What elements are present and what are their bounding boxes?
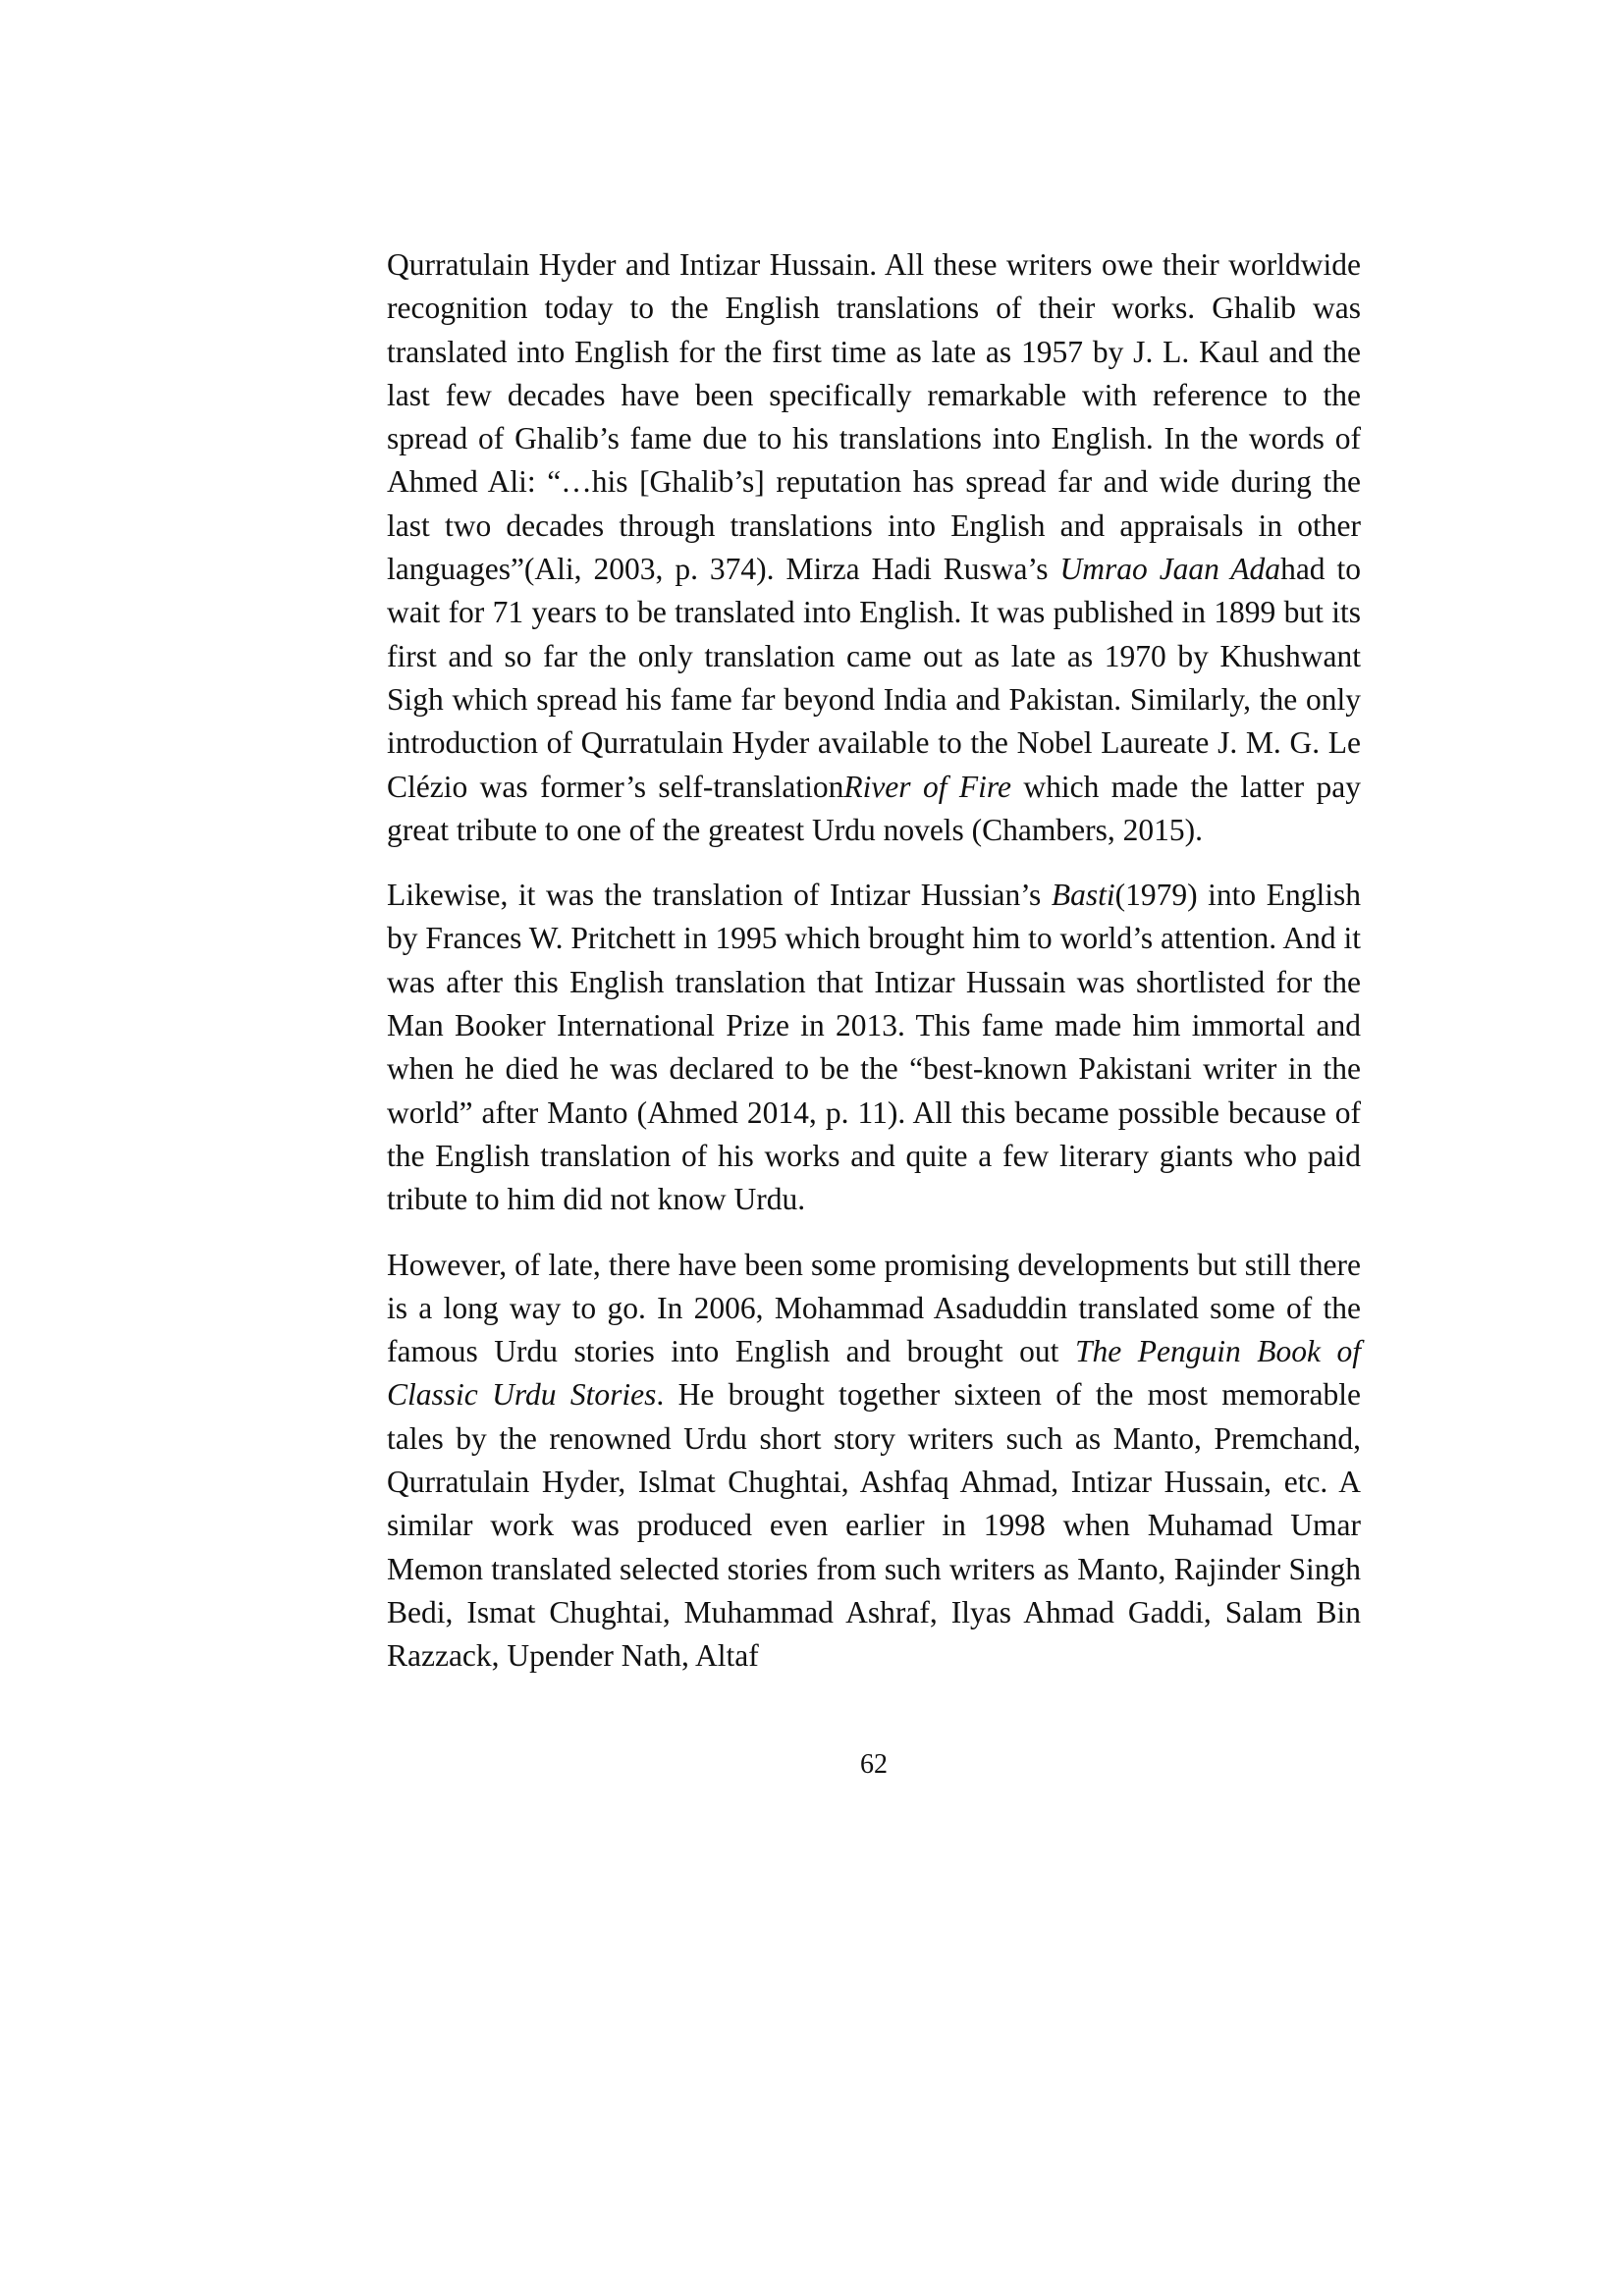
paragraph-1-text: which made the latter pay great tribute to one of the greatest Urdu novels (Chambers, 2015).: [387, 769, 1361, 847]
paragraph-3-text: However, of late, there have been some promising developments but still there is a long way to go. In 2006, Mohammad Asaduddin translated some of the famous Urdu stories into English and brought out: [387, 1247, 1361, 1369]
body-text: [387, 243, 1361, 1700]
title-basti: Basti: [1051, 878, 1115, 913]
paragraph-1-text: Qurratulain Hyder and Intizar Hussain. All these writers owe their worldwide recognition today to the English translations of their works. Ghalib was translated into English for the first time as late as 1957 by J. L. Kaul and the last few decades have been specifically remarkable with reference to the spread of Ghalib’s fame due to his translations into English. In the words of Ahmed Ali: “…his [Ghalib’s] reputation has spread far and wide during the last two decades through translations into English and appraisals in other languages”(Ali, 2003, p. 374). Mirza Hadi Ruswa’s: [387, 247, 1361, 587]
title-river-of-fire: River of Fire: [843, 769, 1011, 804]
title-penguin-book: The Penguin Book of Classic Urdu Stories: [387, 1334, 1361, 1413]
paragraph-3: [387, 1244, 1361, 1679]
paragraph-3-text: . He brought together sixteen of the most memorable tales by the renowned Urdu short story writers such as Manto, Premchand, Qurratulain Hyder, Islmat Chughtai, Ashfaq Ahmad, Intizar Hussain, etc. A similar work was produced even earlier in 1998 when Muhamad Umar Memon translated selected stories from such writers as Manto, Rajinder Singh Bedi, Ismat Chughtai, Muhammad Ashraf, Ilyas Ahmad Gaddi, Salam Bin Razzack, Upender Nath, Altaf: [387, 1377, 1361, 1674]
paragraph-1: [387, 243, 1361, 852]
paragraph-1-text: had to wait for 71 years to be translated into English. It was published in 1899 but its first and so far the only translation came out as late as 1970 by Khushwant Sigh which spread his fame far beyond India and Pakistan. Similarly, the only introduction of Qurratulain Hyder available to the Nobel Laureate J. M. G. Le Clézio was former’s self-translation: [387, 552, 1361, 804]
paragraph-2-text: (1979) into English by Frances W. Pritchett in 1995 which brought him to world’s attention. And it was after this English translation that Intizar Hussain was shortlisted for the Man Booker International Prize in 2013. This fame made him immortal and when he died he was declared to be the “best-known Pakistani writer in the world” after Manto (Ahmed 2014, p. 11). All this became possible because of the English translation of his works and quite a few literary giants who paid tribute to him did not know Urdu.: [387, 878, 1361, 1217]
page-number: 62: [860, 1749, 888, 1780]
title-umrao-jaan-ada: Umrao Jaan Ada: [1059, 552, 1281, 587]
paragraph-2-text: Likewise, it was the translation of Intizar Hussian’s: [387, 878, 1052, 913]
paragraph-2: [387, 874, 1361, 1221]
